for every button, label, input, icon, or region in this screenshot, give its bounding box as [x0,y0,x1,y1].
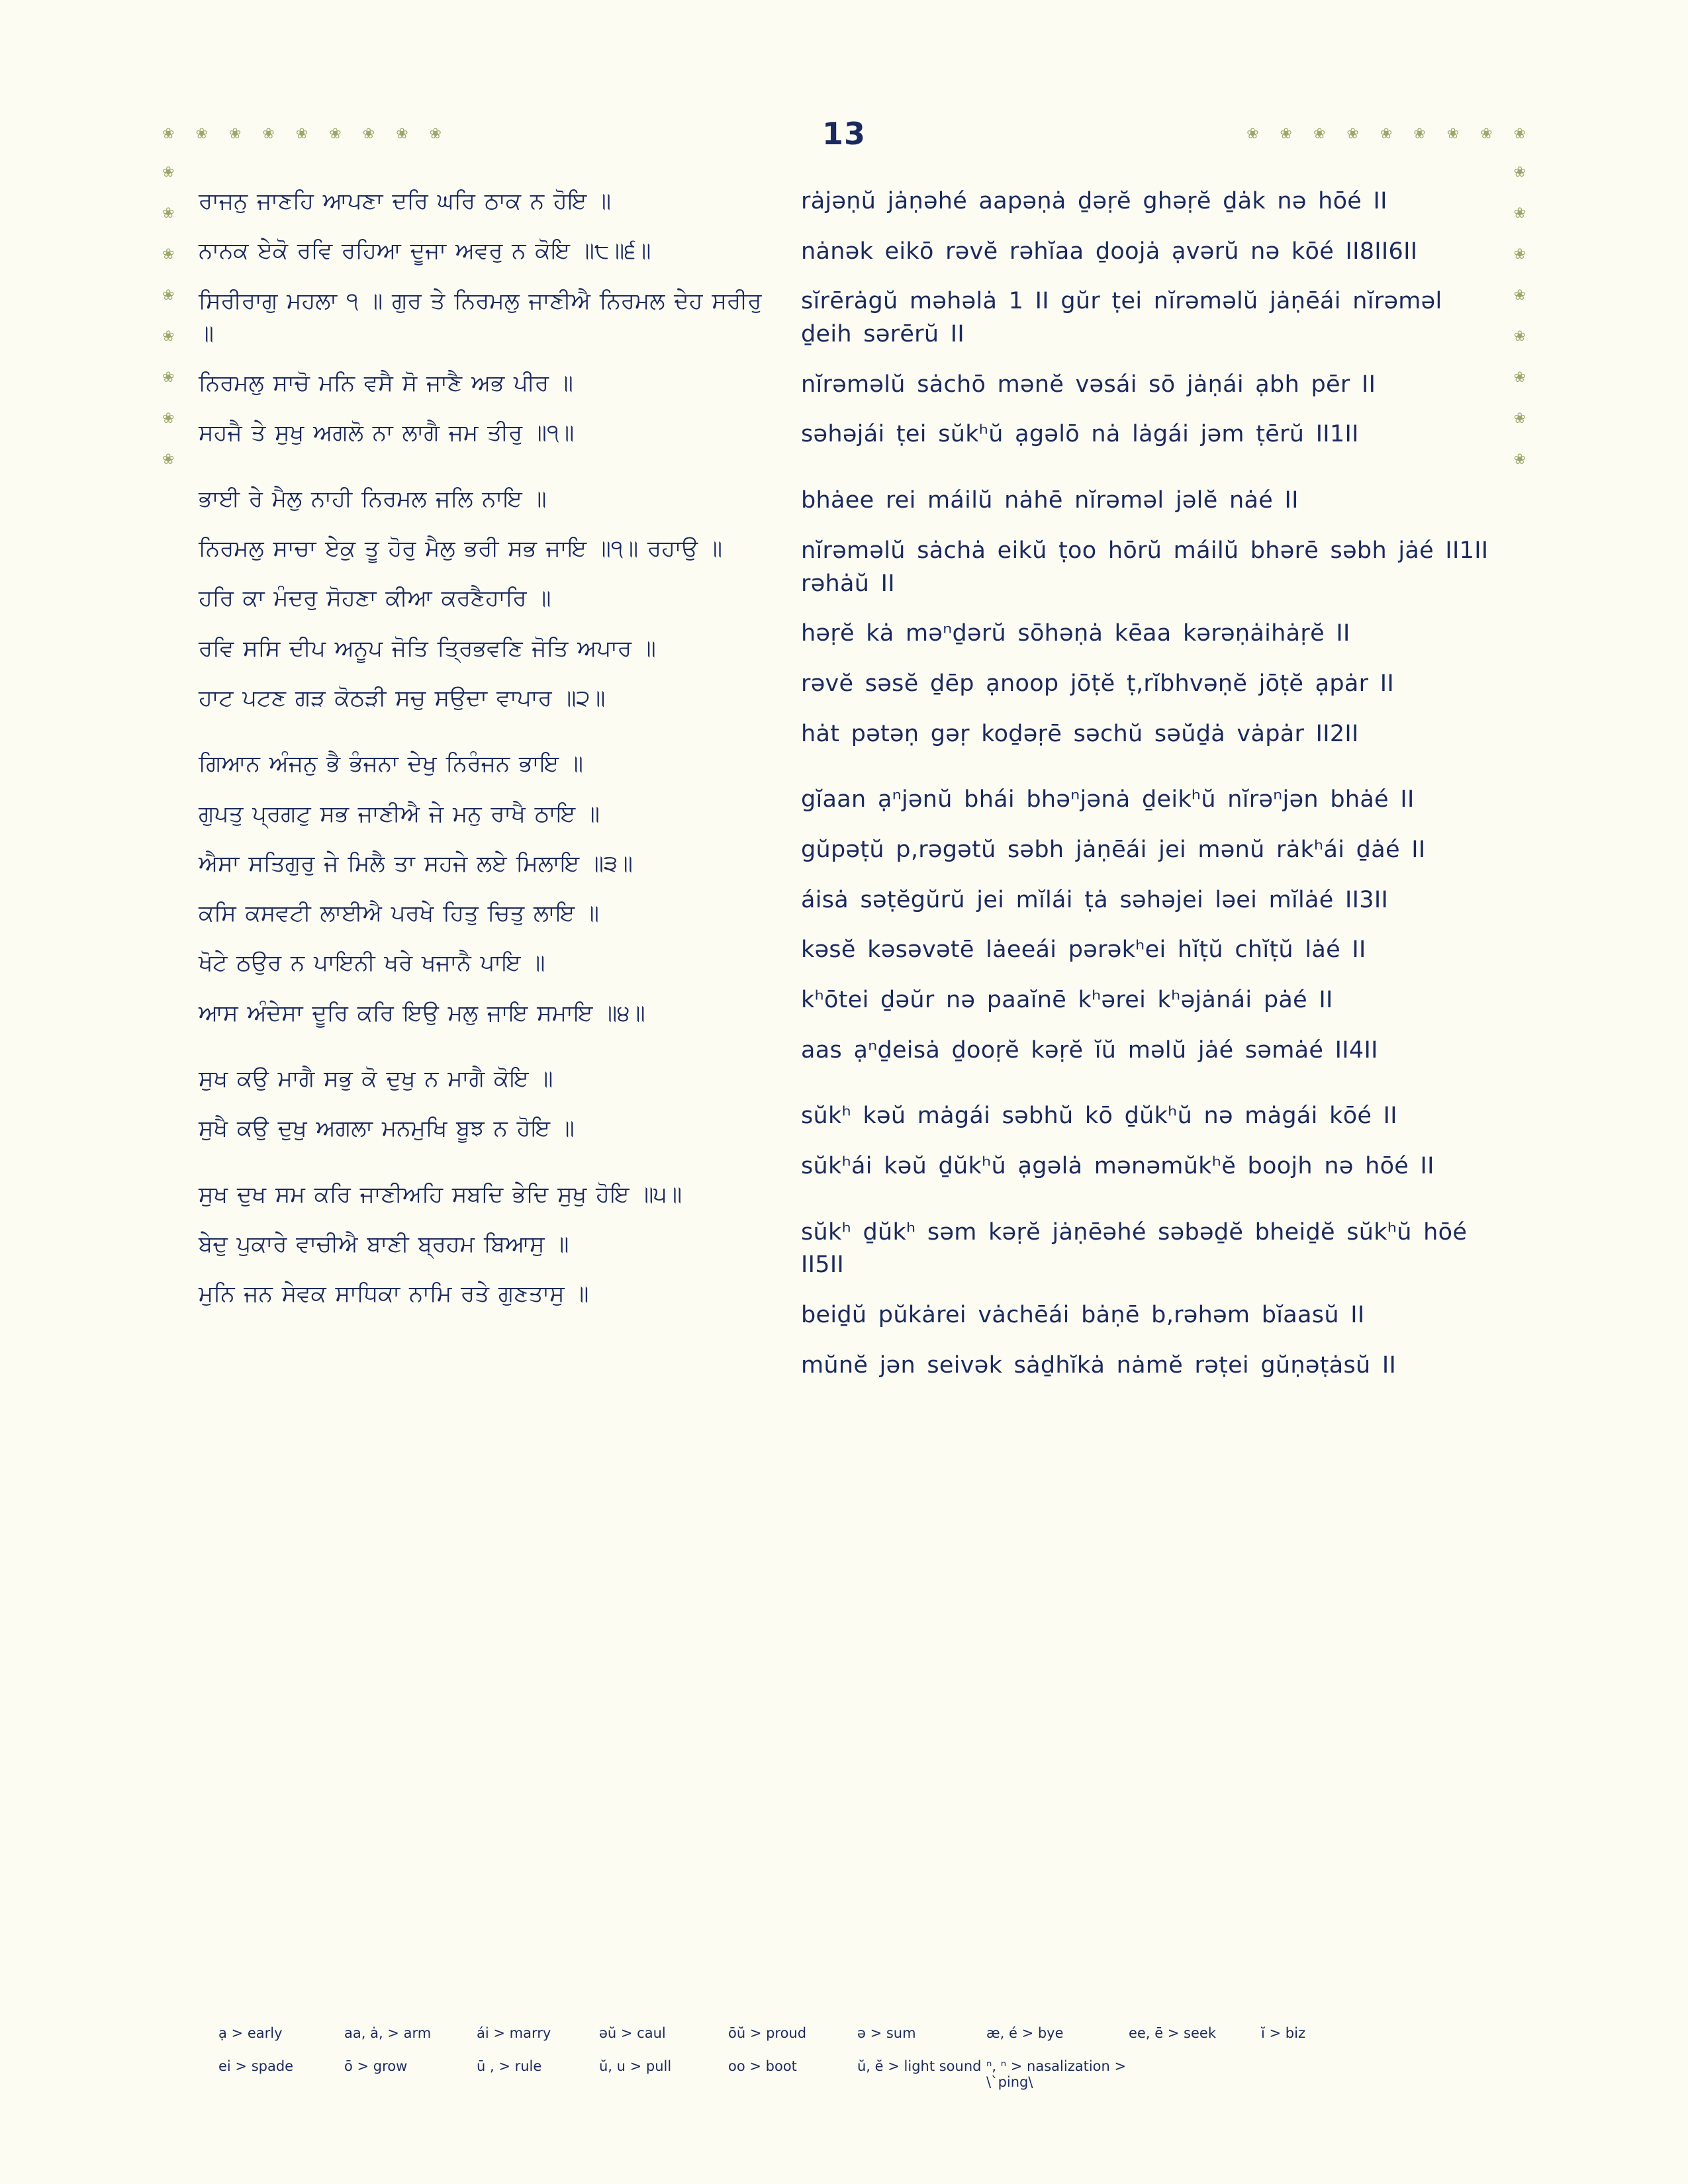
legend-item: ái > marry [477,2025,551,2041]
legend-item: oo > boot [728,2058,797,2074]
decoration-row-top-right [1246,127,1526,142]
scripture-body [199,185,1503,1400]
legend-item: ĭ > biz [1261,2025,1305,2041]
legend-item: ō > grow [344,2058,408,2074]
legend-item: ə > sum [857,2025,916,2041]
legend-row [218,2058,1509,2090]
legend-item: æ, é > bye [986,2025,1064,2041]
floral-icon: ❀ [1513,410,1526,427]
floral-icon: ❀ [1513,246,1526,263]
decoration-row-top-left [162,127,442,142]
roman-line: hȧt pətəṇ gəṛ koḏəṛē səchŭ səŭ̇ḏȧ vȧpȧr II2II [801,720,1359,747]
floral-icon: ❀ [295,126,308,142]
floral-icon: ❀ [162,246,175,263]
pronunciation-legend [218,2025,1509,2107]
floral-icon: ❀ [162,164,175,181]
roman-line: nĭrəməlŭ sȧchō mənĕ vəsái sō jȧṇái ạbh pēr II [801,371,1376,398]
legend-item: ei > spade [218,2058,294,2074]
floral-icon: ❀ [162,369,175,386]
roman-line: beiḏŭ pŭkȧrei vȧchēái bȧṇē b‚rəhəm bĭaasŭ II [801,1302,1365,1329]
floral-icon: ❀ [162,287,175,304]
roman-line: sŭkʰ kəŭ mȧgái səbhŭ kō ḏŭkʰŭ nə mȧgái kōé II [801,1103,1397,1130]
floral-icon: ❀ [429,126,442,142]
roman-line: səhəjái ṭei sŭkʰŭ ạgəlō nȧ lȧgái jəm ṭērŭ II1II [801,421,1359,448]
floral-icon: ❀ [1513,126,1526,142]
roman-line: kʰōtei ḏəŭr nə paaĭnē kʰərei kʰəjȧnái pȧé II [801,987,1333,1013]
roman-line: nȧnək eikō rəvĕ rəhĭaa ḏoojȧ ạvərŭ nə kōé II8II6II [801,238,1418,265]
floral-icon: ❀ [1513,369,1526,386]
roman-line: nĭrəməlŭ sȧchȧ eikŭ ṭoo hōrŭ máilŭ bhərē səbh jȧé II1II rəhȧŭ II [801,537,1489,597]
floral-icon: ❀ [1513,205,1526,222]
floral-icon: ❀ [362,126,375,142]
roman-line: kəsĕ kəsəvətē lȧeeái pərəkʰei hĭṭŭ chĭṭŭ lȧé II [801,936,1366,964]
floral-icon: ❀ [262,126,275,142]
gurmukhi-line: ਨਿਰਮਲੁ ਸਾਚਾ ਏਕੁ ਤੂ ਹੋਰੁ ਮੈਲੁ ਭਰੀ ਸਭ ਜਾਇ ॥੧॥ ਰਹਾਉ ॥ [199,535,722,563]
legend-item: ŭ, ĕ > light sound [857,2058,982,2074]
floral-icon: ❀ [162,205,175,222]
floral-icon: ❀ [162,328,175,345]
gurmukhi-column [199,185,801,1400]
gurmukhi-line: ਰਾਜਨੁ ਜਾਣਹਿ ਆਪਣਾ ਦਰਿ ਘਰਿ ਠਾਕ ਨ ਹੋਇ ॥ [199,188,612,214]
gurmukhi-line: ਆਸ ਅੰਦੇਸਾ ਦੂਰਿ ਕਰਿ ਇਉ ਮਲੁ ਜਾਇ ਸਮਾਇ ॥੪॥ [199,999,645,1026]
roman-line: sŭkʰ ḏŭkʰ səm kəṛĕ jȧṇēəhé səbəḏĕ bheiḏĕ sŭkʰŭ hōé II5II [801,1218,1468,1279]
roman-line: rəvĕ səsĕ ḏēp ạnoop jōṭĕ ṭ‚rĭbhvəṇĕ jōṭĕ ạpȧr II [801,670,1395,697]
gurmukhi-line: ਮੁਨਿ ਜਨ ਸੇਵਕ ਸਾਧਿਕਾ ਨਾਮਿ ਰਤੇ ਗੁਣਤਾਸੁ ॥ [199,1281,589,1308]
gurmukhi-line: ਗਿਆਨ ਅੰਜਨੁ ਭੈ ਭੰਜਨਾ ਦੇਖੁ ਨਿਰੰਜਨ ਭਾਇ ॥ [199,751,583,778]
roman-line: aas ạⁿḏeisȧ ḏooṛĕ kəṛĕ ĭŭ məlŭ jȧé səmȧé II4II [801,1036,1378,1064]
floral-icon: ❀ [1280,126,1292,142]
roman-line: gŭpəṭŭ p‚rəgətŭ səbh jȧṇēái jei mənŭ rȧkʰái ḏȧé II [801,836,1426,863]
floral-icon: ❀ [162,451,175,468]
gurmukhi-line: ਭਾਈ ਰੇ ਮੈਲੁ ਨਾਹੀ ਨਿਰਮਲ ਜਲਿ ਨਾਇ ॥ [199,485,547,512]
legend-row [218,2025,1509,2041]
page-number: 13 [821,116,866,152]
roman-line: gĭaan ạⁿjənŭ bhái bhəⁿjənȧ ḏeikʰŭ nĭrəⁿjən bhȧé II [801,786,1415,813]
floral-icon: ❀ [329,126,342,142]
roman-line: mŭnĕ jən seivək sȧḏhĭkȧ nȧmĕ rəṭei gŭṇəṭȧsŭ II [801,1351,1397,1379]
roman-transliteration-column [801,185,1503,1400]
floral-icon: ❀ [1313,126,1326,142]
legend-item: ū , > rule [477,2058,542,2074]
roman-line: sŭkʰái kəŭ ḏŭkʰŭ ạgəlȧ mənəmŭkʰĕ boojh nə hōé II [801,1153,1434,1180]
roman-line: həṛĕ kȧ məⁿḏərŭ sōhəṇȧ kēaa kərəṇȧihȧṛĕ II [801,620,1350,647]
gurmukhi-line: ਸਹਜੈ ਤੇ ਸੁਖੁ ਅਗਲੋ ਨਾ ਲਾਗੈ ਜਮ ਤੀਰੁ ॥੧॥ [199,420,575,447]
gurmukhi-line: ਬੇਦੁ ਪੁਕਾਰੇ ਵਾਚੀਐ ਬਾਣੀ ਬ੍ਰਹਮ ਬਿਆਸੁ ॥ [199,1230,569,1257]
gurmukhi-line: ਸੁਖ ਕਉ ਮਾਗੈ ਸਭੁ ਕੋ ਦੁਖੁ ਨ ਮਾਗੈ ਕੋਇ ॥ [199,1066,553,1093]
floral-icon: ❀ [1513,164,1526,181]
gurmukhi-line: ਖੋਟੇ ਠਉਰ ਨ ਪਾਇਨੀ ਖਰੇ ਖਜਾਨੈ ਪਾਇ ॥ [199,950,545,977]
decoration-column-right [1514,165,1526,467]
gurmukhi-line: ਸੁਖ ਦੁਖ ਸਮ ਕਰਿ ਜਾਣੀਅਹਿ ਸਬਦਿ ਭੇਦਿ ਸੁਖੁ ਹੋਇ ॥੫॥ [199,1181,682,1208]
gurmukhi-line: ਸਿਰੀਰਾਗੁ ਮਹਲਾ ੧ ॥ ਗੁਰ ਤੇ ਨਿਰਮਲੁ ਜਾਣੀਐ ਨਿਰਮਲ ਦੇਹ ਸਰੀਰੁ ॥ [199,287,762,347]
legend-item: ŭ, u > pull [599,2058,672,2074]
floral-icon: ❀ [228,126,242,142]
legend-item: əŭ > caul [599,2025,666,2041]
gurmukhi-line: ਹਰਿ ਕਾ ਮੰਦਰੁ ਸੋਹਣਾ ਕੀਆ ਕਰਣੈਹਾਰਿ ॥ [199,585,551,612]
floral-icon: ❀ [162,126,175,142]
floral-icon: ❀ [1346,126,1359,142]
legend-item: ōŭ̇ > proud [728,2025,807,2041]
gurmukhi-line: ਗੁਪਤੁ ਪ੍ਰਗਟੁ ਸਭ ਜਾਣੀਐ ਜੇ ਮਨੁ ਰਾਖੈ ਠਾਇ ॥ [199,800,600,827]
floral-icon: ❀ [1513,287,1526,304]
decoration-column-left [162,165,174,467]
floral-icon: ❀ [1480,126,1493,142]
floral-icon: ❀ [162,410,175,427]
floral-icon: ❀ [1413,126,1426,142]
floral-icon: ❀ [1446,126,1460,142]
roman-line: áisȧ səṭĕgŭrŭ jei mĭlái ṭȧ səhəjei ləei mĭlȧé II3II [801,886,1389,913]
gurmukhi-line: ਕਸਿ ਕਸਵਟੀ ਲਾਈਐ ਪਰਖੇ ਹਿਤੁ ਚਿਤੁ ਲਾਇ ॥ [199,900,599,927]
legend-item: ee, ē > seek [1129,2025,1216,2041]
floral-icon: ❀ [396,126,408,142]
gurmukhi-line: ਸੁਖੈ ਕਉ ਦੁਖੁ ਅਗਲਾ ਮਨਮੁਖਿ ਬੂਝ ਨ ਹੋਇ ॥ [199,1115,575,1142]
roman-line: sĭrērȧgŭ məhəlȧ 1 II gŭr ṭei nĭrəməlŭ jȧṇēái nĭrəməl ḏeih sərērŭ II [801,288,1442,348]
gurmukhi-line: ਰਵਿ ਸਸਿ ਦੀਪ ਅਨੂਪ ਜੋਤਿ ਤ੍ਰਿਭਵਣਿ ਜੋਤਿ ਅਪਾਰ ॥ [199,635,656,662]
legend-item: ạ > early [218,2025,283,2041]
floral-icon: ❀ [195,126,208,142]
legend-item: ⁿ, ⁿ > nasalization > \`ping\ [986,2058,1127,2090]
floral-icon: ❀ [1380,126,1393,142]
floral-icon: ❀ [1513,451,1526,468]
legend-item: aa, ȧ, > arm [344,2025,432,2041]
floral-icon: ❀ [1513,328,1526,345]
gurmukhi-line: ਨਾਨਕ ਏਕੋ ਰਵਿ ਰਹਿਆ ਦੂਜਾ ਅਵਰੁ ਨ ਕੋਇ ॥੮॥੬॥ [199,238,651,265]
gurmukhi-line: ਹਾਟ ਪਟਣ ਗੜ ਕੋਠੜੀ ਸਚੁ ਸਉਦਾ ਵਾਪਾਰ ॥੨॥ [199,684,606,711]
floral-icon: ❀ [1246,126,1259,142]
roman-line: rȧjəṇŭ jȧṇəhé aapəṇȧ ḏəṛĕ ghəṛĕ ḏȧk nə hōé II [801,188,1387,214]
gurmukhi-line: ਐਸਾ ਸਤਿਗੁਰੁ ਜੇ ਮਿਲੈ ਤਾ ਸਹਜੇ ਲਏ ਮਿਲਾਇ ॥੩॥ [199,850,633,877]
roman-line: bhȧee rei máilŭ nȧhē nĭrəməl jəlĕ nȧé II [801,487,1299,514]
gurmukhi-line: ਨਿਰਮਲੁ ਸਾਚੋ ਮਨਿ ਵਸੈ ਸੋ ਜਾਣੈ ਅਭ ਪੀਰ ॥ [199,370,573,397]
